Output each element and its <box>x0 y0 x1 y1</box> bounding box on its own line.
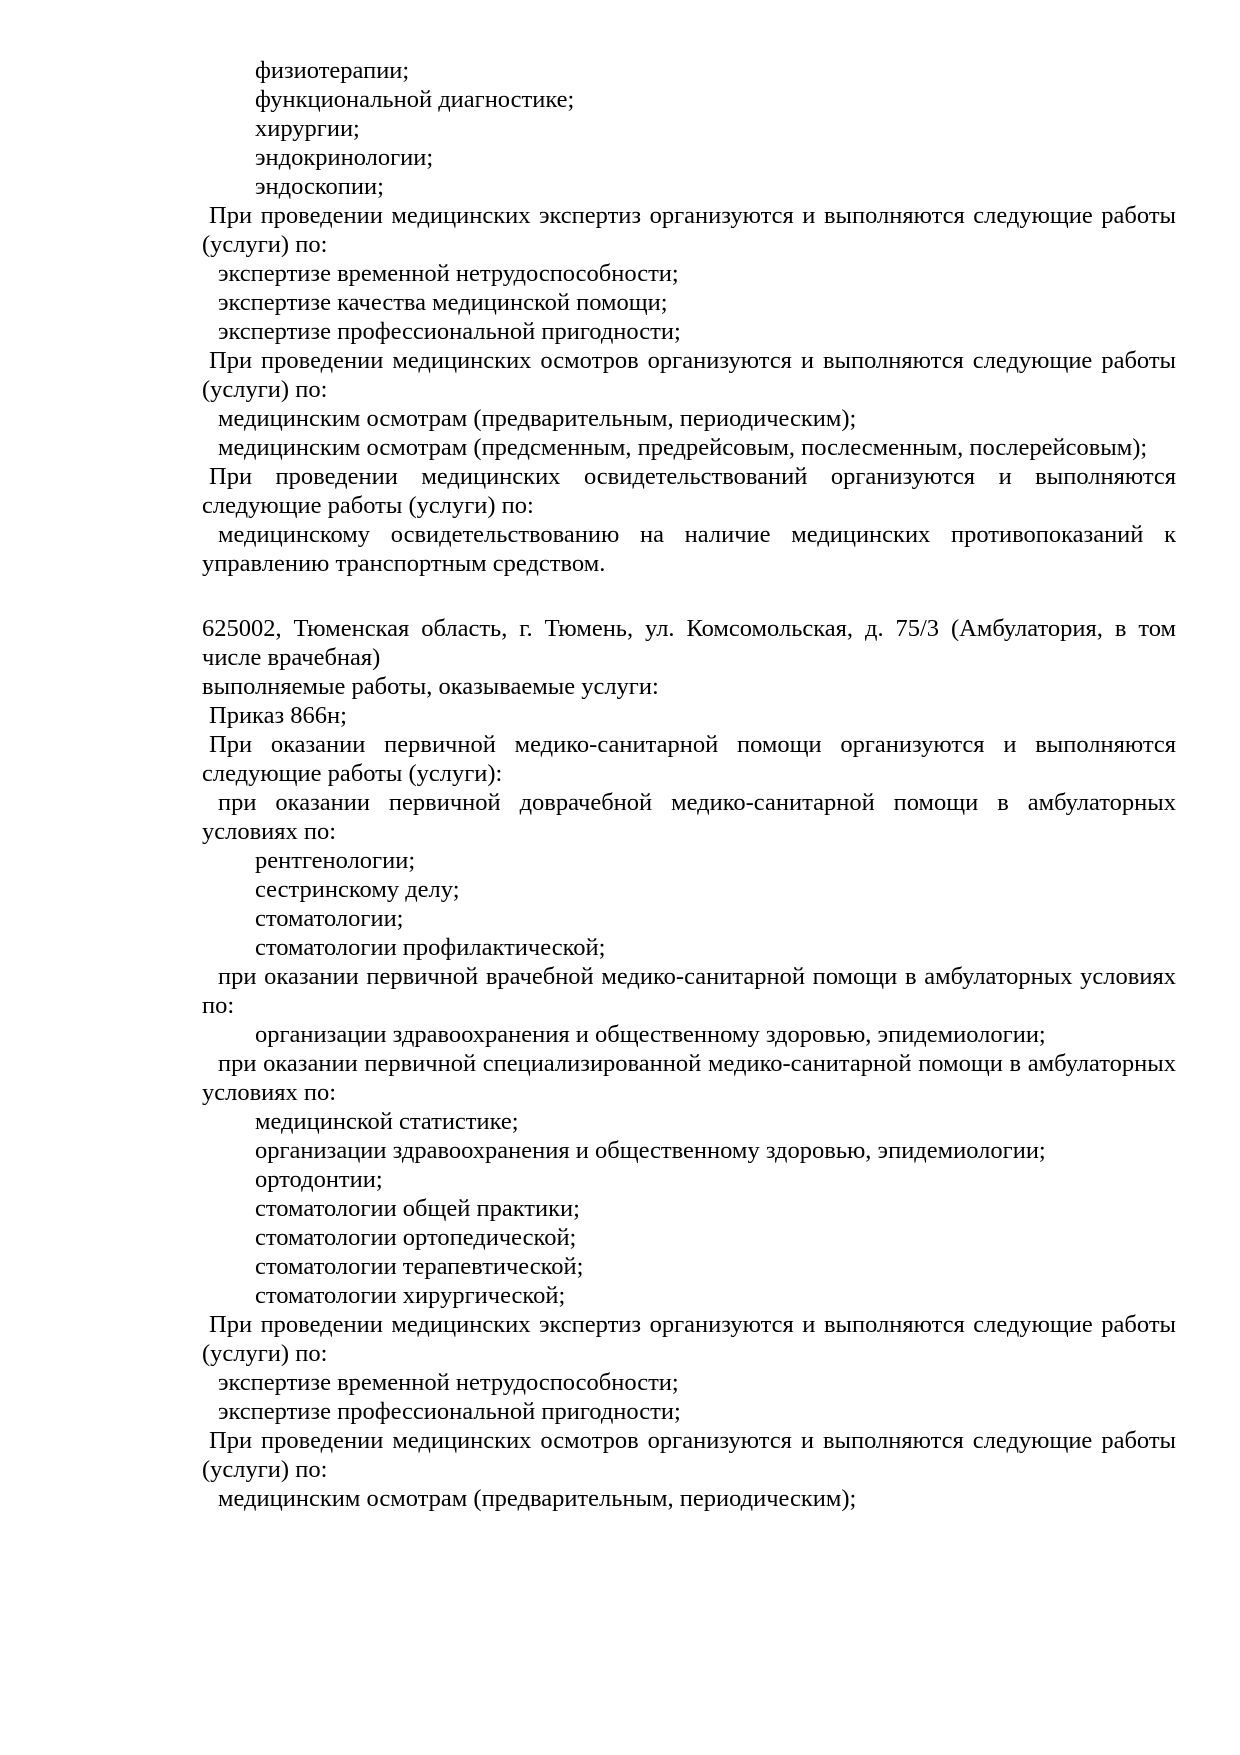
address-paragraph: 625002, Тюменская область, г. Тюмень, ул. Комсомольская, д. 75/3 (Амбулатория, в том числе врачебная) <box>202 615 1176 671</box>
clause-paragraph: При оказании первичной медико-санитарной помощи организуются и выполняются следующие работы (услуги): <box>202 731 1176 787</box>
work-item-paragraph: экспертизе профессиональной пригодности; <box>218 318 681 345</box>
work-item-paragraph: стоматологии терапевтической; <box>255 1253 584 1280</box>
work-item-paragraph: экспертизе временной нетрудоспособности; <box>218 260 679 287</box>
work-item-paragraph: медицинским осмотрам (предварительным, периодическим); <box>218 1485 857 1512</box>
order-reference-paragraph: Приказ 866н; <box>209 702 347 729</box>
work-item-paragraph: медицинским осмотрам (предварительным, периодическим); <box>218 405 857 432</box>
work-item-paragraph: экспертизе профессиональной пригодности; <box>218 1398 681 1425</box>
work-item-paragraph: медицинскому освидетельствованию на наличие медицинских противопоказаний к управлению транспортным средством. <box>202 521 1176 577</box>
clause-paragraph: При проведении медицинских осмотров организуются и выполняются следующие работы (услуги) по: <box>202 1427 1176 1483</box>
clause-paragraph: При проведении медицинских осмотров организуются и выполняются следующие работы (услуги) по: <box>202 347 1176 403</box>
section-works-list-continued <box>202 56 1176 578</box>
work-item-paragraph: медицинским осмотрам (предсменным, предрейсовым, послесменным, послерейсовым); <box>218 434 1148 461</box>
work-item-paragraph: организации здравоохранения и общественному здоровью, эпидемиологии; <box>255 1137 1046 1164</box>
work-item-paragraph: сестринскому делу; <box>255 876 460 903</box>
work-item-paragraph: стоматологии; <box>255 905 404 932</box>
work-item-paragraph: физиотерапии; <box>255 57 410 84</box>
work-item-paragraph: рентгенологии; <box>255 847 416 874</box>
work-item-paragraph: организации здравоохранения и общественному здоровью, эпидемиологии; <box>255 1021 1046 1048</box>
work-item-paragraph: эндокринологии; <box>255 144 434 171</box>
work-item-paragraph: экспертизе качества медицинской помощи; <box>218 289 668 316</box>
work-item-paragraph: функциональной диагностике; <box>255 86 575 113</box>
work-item-paragraph: экспертизе временной нетрудоспособности; <box>218 1369 679 1396</box>
subclause-paragraph: при оказании первичной доврачебной медико-санитарной помощи в амбулаторных условиях по: <box>202 789 1176 845</box>
clause-paragraph: При проведении медицинских экспертиз организуются и выполняются следующие работы (услуги) по: <box>202 202 1176 258</box>
clause-paragraph: При проведении медицинских экспертиз организуются и выполняются следующие работы (услуги) по: <box>202 1311 1176 1367</box>
work-item-paragraph: медицинской статистике; <box>255 1108 519 1135</box>
work-item-paragraph: стоматологии хирургической; <box>255 1282 566 1309</box>
work-item-paragraph: хирургии; <box>255 115 360 142</box>
work-item-paragraph: стоматологии ортопедической; <box>255 1224 577 1251</box>
work-item-paragraph: ортодонтии; <box>255 1166 383 1193</box>
work-item-paragraph: стоматологии общей практики; <box>255 1195 580 1222</box>
work-item-paragraph: эндоскопии; <box>255 173 384 200</box>
work-item-paragraph: стоматологии профилактической; <box>255 934 606 961</box>
clause-paragraph: При проведении медицинских освидетельствований организуются и выполняются следующие работы (услуги) по: <box>202 463 1176 519</box>
section-ambulatory-komsomolskaya-75-3 <box>202 614 1176 1513</box>
subclause-paragraph: при оказании первичной врачебной медико-санитарной помощи в амбулаторных условиях по: <box>202 963 1176 1019</box>
subclause-paragraph: при оказании первичной специализированной медико-санитарной помощи в амбулаторных условиях по: <box>202 1050 1176 1106</box>
services-label-paragraph: выполняемые работы, оказываемые услуги: <box>202 673 659 700</box>
